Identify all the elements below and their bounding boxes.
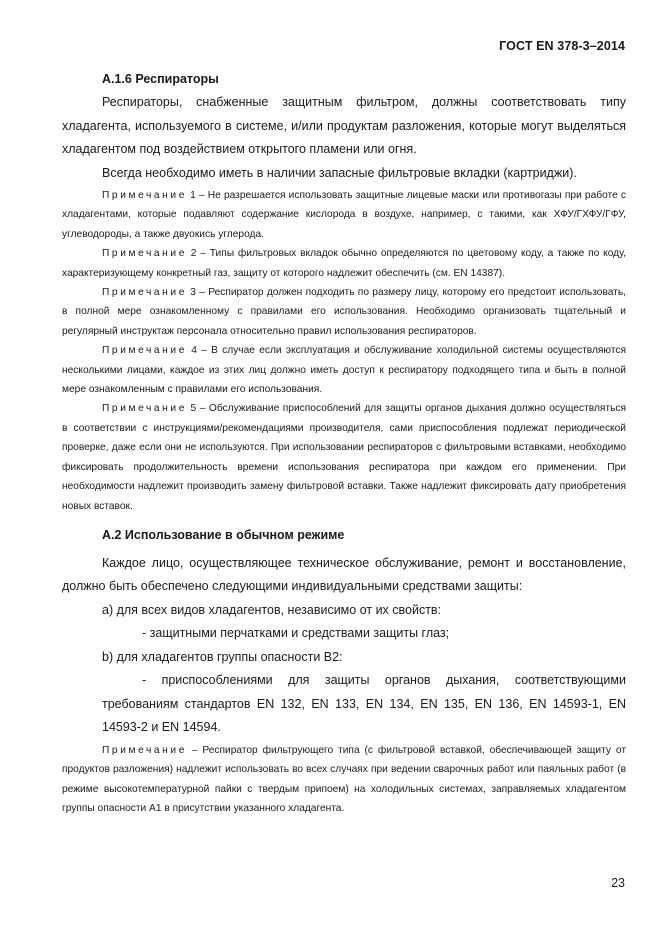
section-heading-a16: А.1.6 Респираторы [102, 72, 219, 86]
list-item-b: b) для хладагентов группы опасности В2: [102, 649, 343, 664]
note-label: Примечание [102, 190, 187, 201]
note-3 [62, 283, 626, 341]
note-text: 1 – Не разрешается использовать защитные лицевые маски или противогазы при работе с хладагентами, которые подавляют содержание кислорода в воздухе, например, с такими, как ХФУ/ГХФУ/ГФУ, углеводороды, а также двуокись углерода. [62, 190, 626, 240]
note-label: Примечание [102, 287, 187, 299]
note-5 [62, 399, 626, 515]
section-heading-a2: А.2 Использование в обычном режиме [102, 527, 345, 542]
paragraph: Респираторы, снабженные защитным фильтром, должны соответствовать типу хладагента, используемого в системе, и/или продуктам разложения, которые могут выделяться хладагентом под воздействием открытого пламени или огня. [62, 95, 626, 156]
page-number: 23 [611, 876, 625, 890]
note-text: 5 – Обслуживание приспособлений для защиты органов дыхания должно осуществляться в соответствии с инструкциями/рекомендациями производителя, сами приспособления подлежат периодической проверке, даже если они не используются. При использовании респираторов с фильтровыми вставками, необходимо фиксировать продолжительность времени использования респиратора при каждом его применении. При необходимости надлежит производить замену фильтровой вставки. Также надлежит фиксировать дату приобретения новых вставок. [62, 403, 626, 512]
document-id: ГОСТ EN 378-3–2014 [499, 39, 625, 53]
note-label: Примечание [102, 403, 187, 415]
note-1 [62, 186, 626, 244]
note-label: Примечание [102, 744, 187, 756]
list-subitem-a1: - защитными перчатками и средствами защиты глаз; [142, 626, 450, 641]
note-4 [62, 341, 626, 399]
paragraph: Всегда необходимо иметь в наличии запасные фильтровые вкладки (картриджи). [102, 165, 577, 180]
note-label: Примечание [102, 345, 187, 357]
page-content [62, 66, 626, 819]
note-label: Примечание [102, 248, 187, 260]
paragraph: Каждое лицо, осуществляющее техническое обслуживание, ремонт и восстановление, должно быть обеспечено следующими индивидуальными средствами защиты: [62, 555, 626, 594]
list-subitem-b1: - приспособлениями для защиты органов дыхания, соответствующими требованиям стандартов EN 132, EN 133, EN 134, EN 135, EN 136, EN 14593-1, EN 14593-2 и EN 14594. [102, 673, 626, 735]
note-text: – Респиратор фильтрующего типа (с фильтровой вставкой, обеспечивающей защиту от продуктов разложения) надлежит использовать во всех случаях при ведении сварочных работ или паяльных работ (в режиме высокотемпературной пайки с твердым припоем) на холодильных системах, заправляемых хладагентом группы опасности А1 в присутствии указанного хладагента. [62, 744, 626, 815]
note-text: 2 – Типы фильтровых вкладок обычно определяются по цветовому коду, а также по коду, характеризующему конкретный газ, защиту от которого надлежит обеспечить (см. EN 14387). [62, 248, 626, 279]
note-text: 4 – В случае если эксплуатация и обслуживание холодильной системы осуществляются несколькими лицами, каждое из этих лиц должно иметь доступ к респиратору подходящего типа и быть в полной мере ознакомленным с правилами его использования. [62, 345, 626, 396]
note-a2 [62, 741, 626, 819]
note-text: 3 – Респиратор должен подходить по размеру лицу, которому его предстоит использовать, в полной мере ознакомленному с правилами его использования. Необходимо организовать тщательный и регулярный инструктаж персонала относительно правил использования респираторов. [62, 287, 626, 337]
note-2 [62, 244, 626, 283]
list-item-a: a) для всех видов хладагентов, независимо от их свойств: [102, 602, 442, 617]
